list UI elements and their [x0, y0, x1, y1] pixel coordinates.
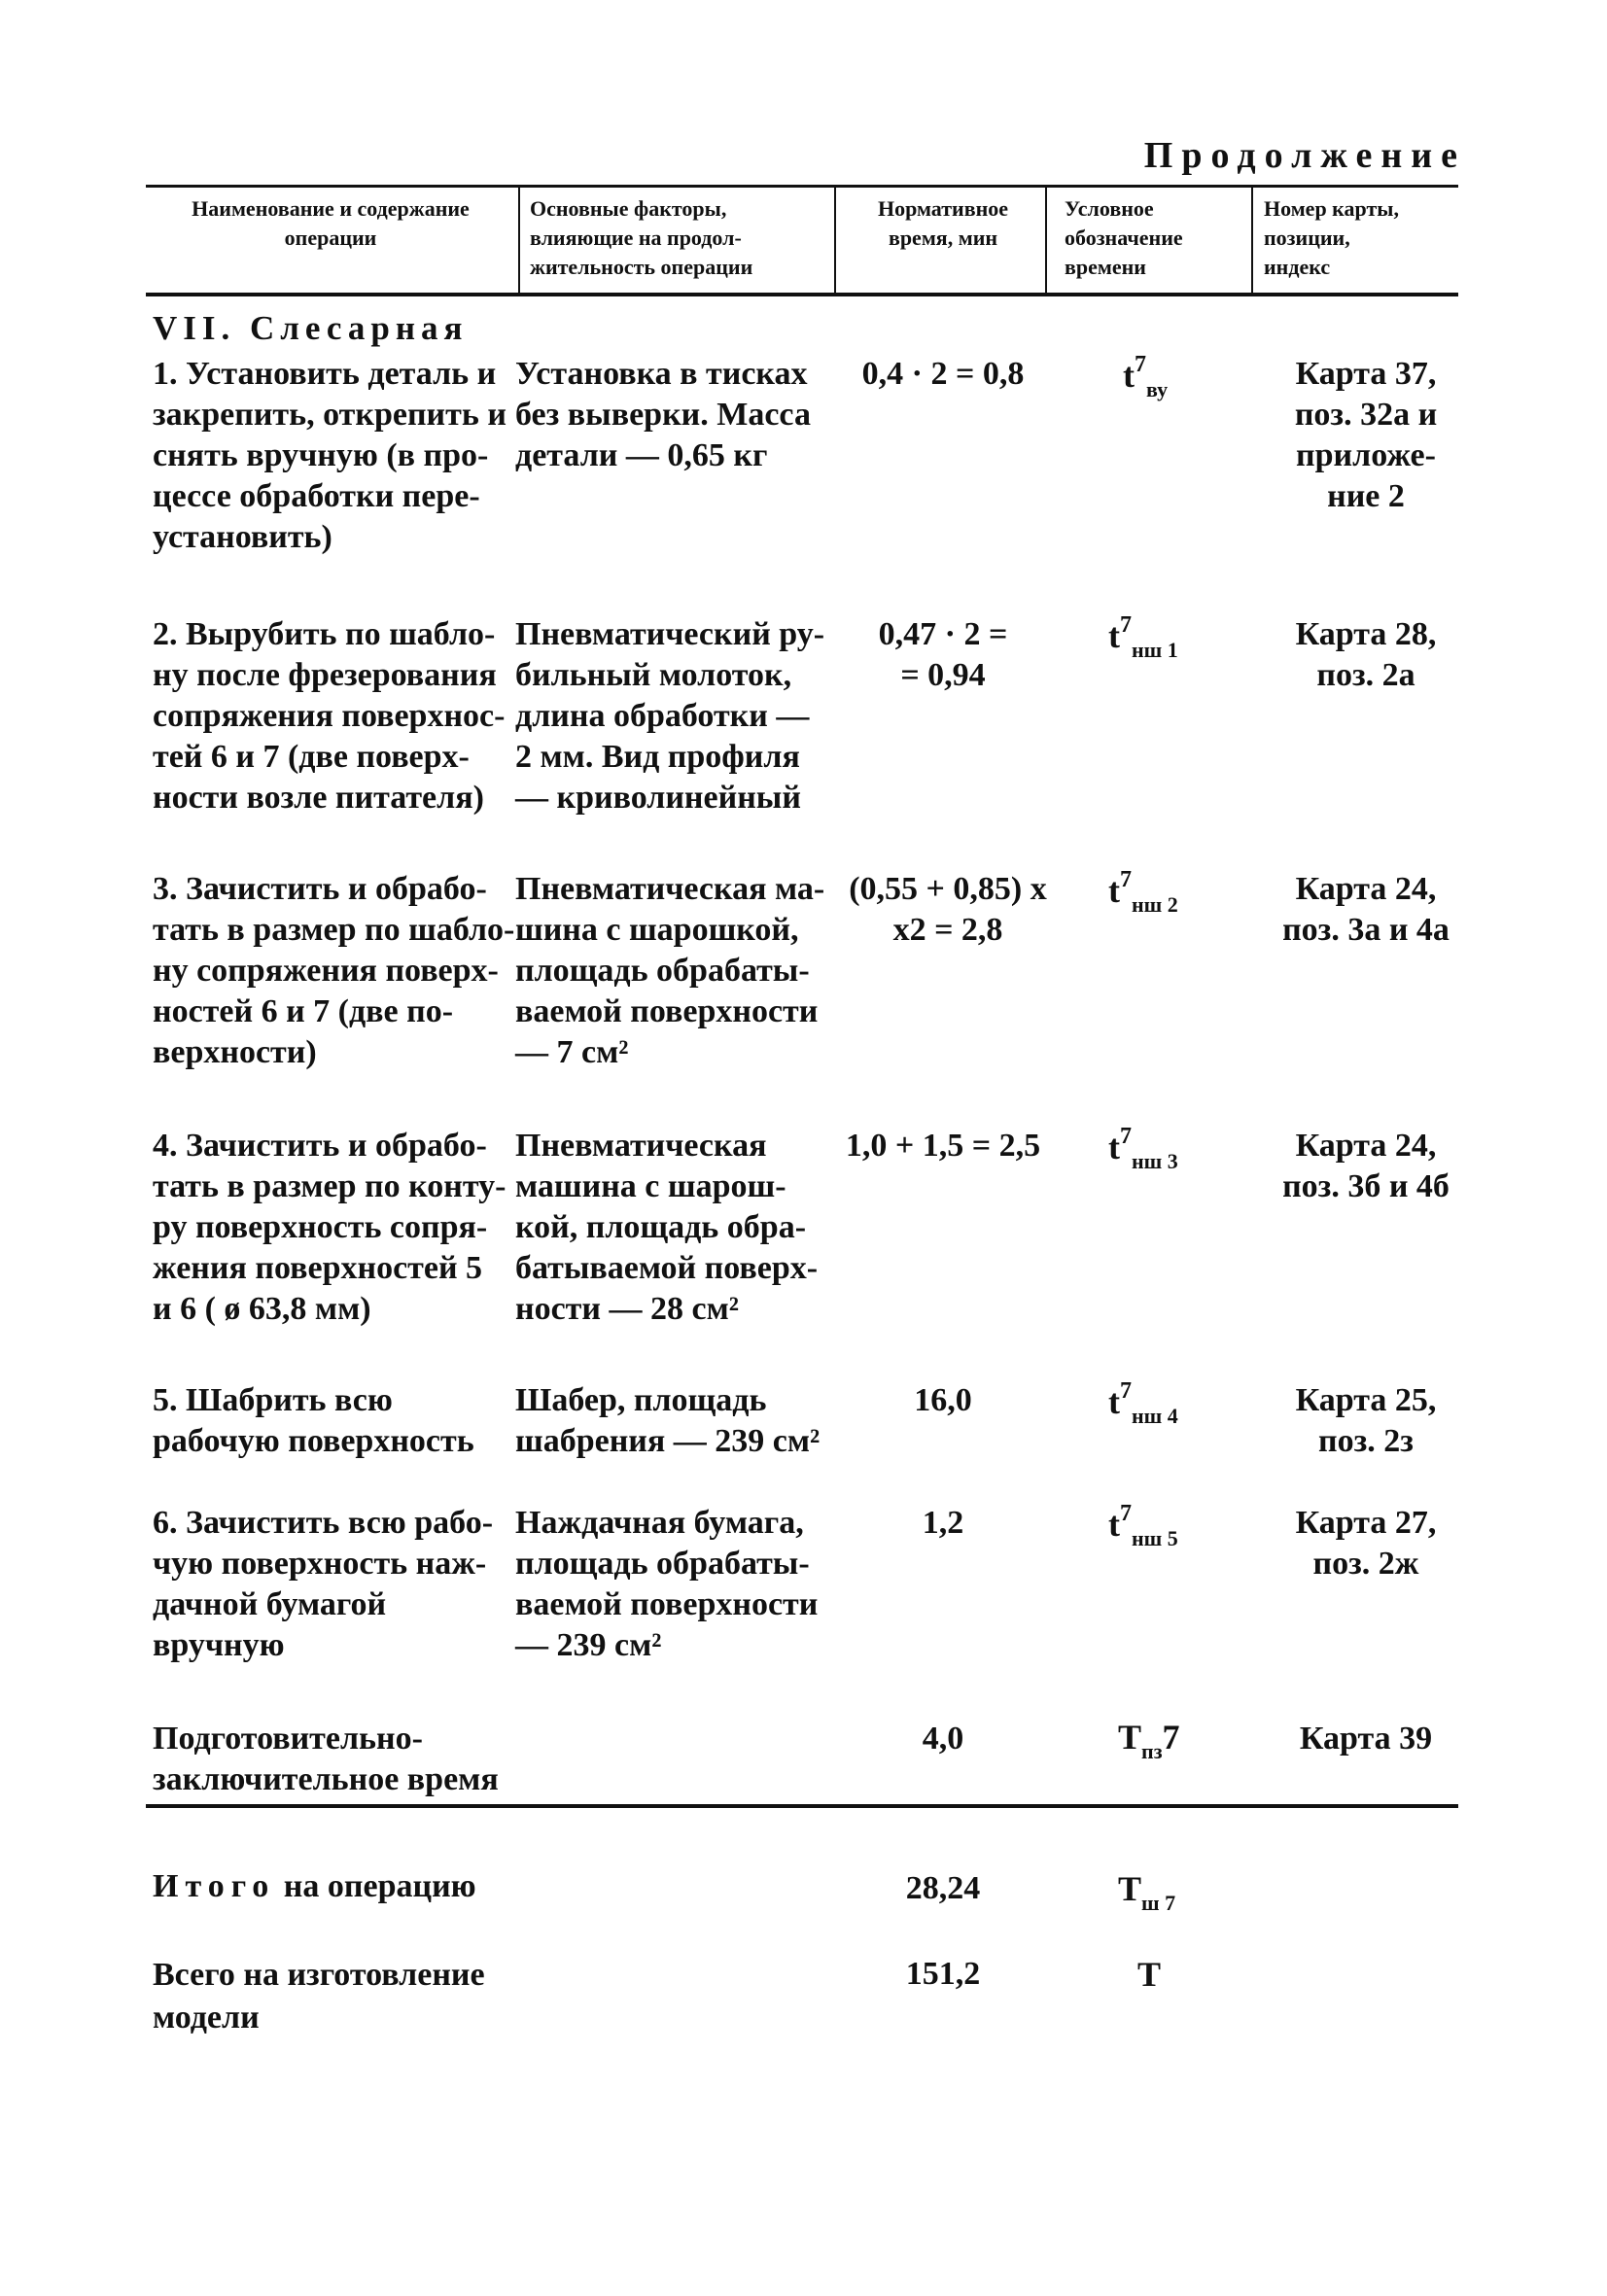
row-7-time: 4,0: [922, 1721, 964, 1757]
total-operation-symbol: $T_{ш 7}$: [1118, 1869, 1176, 1915]
row-5-time-symbol: $t^7_{нш 4}$: [1108, 1378, 1178, 1428]
row-3-operation: 3. Зачистить и обрабо- тать в размер по шабло- ну сопряжения поверх- ностей 6 и 7 (две по- верхности): [153, 871, 515, 1070]
header-bottom-rule: [146, 293, 1458, 296]
header-top-rule: [146, 185, 1458, 188]
table-bottom-rule: [146, 1804, 1458, 1808]
header-factors: Основные факторы, влияющие на продол- жительность операции: [530, 196, 753, 279]
row-3-factors: Пневматическая ма- шина с шарошкой, площадь обрабаты- ваемой поверхности — 7 см²: [515, 871, 825, 1070]
total-model-symbol: T: [1137, 1955, 1162, 1994]
row-2-time: 0,47 · 2 = = 0,94: [878, 616, 1008, 693]
header-divider: [518, 185, 520, 295]
row-2-operation: 2. Вырубить по шабло- ну после фрезерования сопряжения поверхнос- тей 6 и 7 (две поверх- ности возле питателя): [153, 616, 506, 816]
row-4-card: Карта 24, поз. 3б и 4б: [1282, 1128, 1450, 1204]
row-3-time-symbol: $t^7_{нш 2}$: [1108, 867, 1178, 917]
row-6-time-symbol: $t^7_{нш 5}$: [1108, 1501, 1178, 1550]
row-5-factors: Шабер, площадь шабрения — 239 см²: [515, 1382, 821, 1459]
row-4-time-symbol: $t^7_{нш 3}$: [1108, 1124, 1178, 1173]
header-divider: [1251, 185, 1253, 295]
row-1-operation: 1. Установить деталь и закрепить, открепить и снять вручную (в про- цессе обработки пере- установить): [153, 356, 507, 555]
row-2-factors: Пневматический ру- бильный молоток, длина обработки — 2 мм. Вид профиля — криволинейный: [515, 616, 825, 816]
row-1-card: Карта 37, поз. 32а и приложе- ние 2: [1294, 356, 1438, 514]
row-5-operation: 5. Шабрить всю рабочую поверхность: [153, 1382, 474, 1459]
row-1-factors: Установка в тисках без выверки. Масса детали — 0,65 кг: [515, 356, 811, 473]
header-operation: Наименование и содержание операции: [192, 196, 470, 250]
header-norm-time: Нормативное время, мин: [877, 196, 1009, 250]
row-5-time: 16,0: [914, 1382, 972, 1418]
header-divider: [834, 185, 836, 295]
header-divider: [1045, 185, 1047, 295]
row-4-time: 1,0 + 1,5 = 2,5: [845, 1128, 1041, 1164]
row-6-time: 1,2: [922, 1505, 964, 1541]
row-2-card: Карта 28, поз. 2а: [1295, 616, 1437, 693]
row-7-operation: Подготовительно- заключительное время: [153, 1721, 499, 1797]
row-3-time: (0,55 + 0,85) х х2 = 2,8: [849, 871, 1047, 948]
header-card-number: Номер карты, позиции, индекс: [1264, 196, 1399, 279]
row-6-card: Карта 27, поз. 2ж: [1295, 1505, 1437, 1582]
total-operation-label: Итого на операцию: [153, 1868, 476, 1904]
row-5-card: Карта 25, поз. 2з: [1295, 1382, 1437, 1459]
row-6-factors: Наждачная бумага, площадь обрабаты- ваемой поверхности — 239 см²: [515, 1505, 819, 1663]
row-1-time-symbol: $t^7_{ву}$: [1123, 352, 1169, 401]
total-model-label: Всего на изготовление модели: [153, 1957, 485, 2035]
row-1-time: 0,4 · 2 = 0,8: [861, 356, 1025, 392]
row-7-card: Карта 39: [1299, 1721, 1433, 1757]
row-2-time-symbol: $t^7_{нш 1}$: [1108, 612, 1178, 662]
row-4-factors: Пневматическая машина с шарош- кой, площадь обра- батываемой поверх- ности — 28 см²: [515, 1128, 819, 1327]
row-7-time-symbol: $T_{пз}7$: [1118, 1718, 1180, 1763]
total-model-time: 151,2: [905, 1956, 981, 1992]
continuation-label: Продолжение: [1143, 135, 1466, 176]
row-3-card: Карта 24, поз. 3а и 4а: [1282, 871, 1450, 948]
row-4-operation: 4. Зачистить и обрабо- тать в размер по конту- ру поверхность сопря- жения поверхностей 5 и 6 ( ø 63,8 мм): [153, 1128, 507, 1327]
header-time-symbol: Условное обозначение времени: [1065, 196, 1183, 279]
total-operation-time: 28,24: [905, 1870, 981, 1906]
section-title: VII. Слесарная: [153, 309, 469, 347]
row-6-operation: 6. Зачистить всю рабо- чую поверхность наж- дачной бумагой вручную: [153, 1505, 494, 1663]
